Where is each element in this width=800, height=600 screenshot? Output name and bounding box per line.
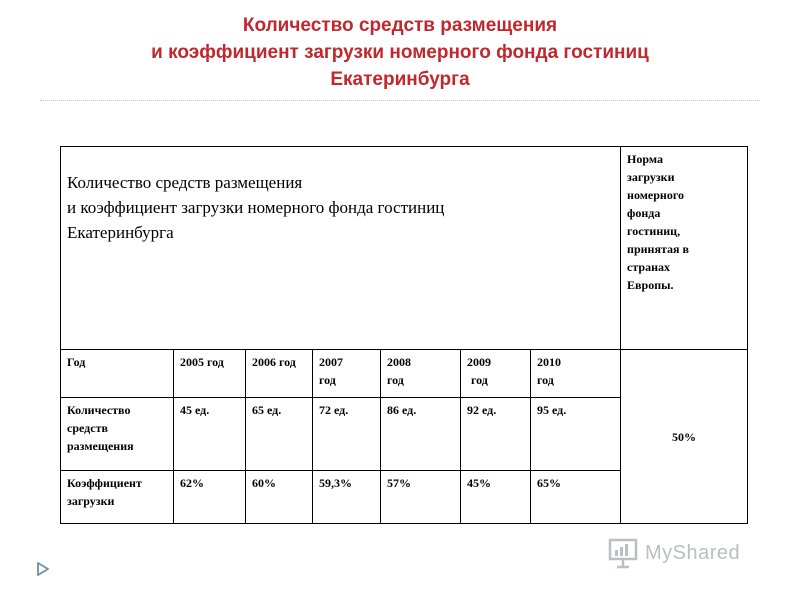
norm-value: 50% [672, 429, 697, 444]
slide-title-line-3: Екатеринбурга [330, 69, 470, 90]
coefficient-value: 59,3% [319, 476, 352, 490]
coefficient-value: 65% [537, 476, 561, 490]
slide-title [40, 12, 760, 93]
year-cell [246, 350, 313, 398]
norm-header-line: гостиниц, [627, 224, 681, 238]
year-label: Год [67, 355, 86, 369]
coefficient-label-cell [61, 471, 174, 524]
table-header-line-1: Количество средств размещения [67, 173, 303, 192]
quantity-value: 92 ед. [467, 403, 497, 417]
coefficient-value: 57% [387, 476, 411, 490]
coefficient-label-line: Коэффициент [67, 476, 142, 490]
watermark [607, 536, 767, 570]
norm-header-line: загрузки [627, 170, 675, 184]
quantity-value: 86 ед. [387, 403, 417, 417]
quantity-cell [381, 398, 461, 471]
watermark-text: MyShared [645, 541, 741, 564]
coefficient-cell [174, 471, 246, 524]
year-text: 2008 [387, 355, 411, 369]
year-suffix: год [537, 373, 554, 387]
coefficient-cell [461, 471, 531, 524]
table-header-line-3: Екатеринбурга [67, 223, 174, 242]
year-cell [461, 350, 531, 398]
norm-header-line: Норма [627, 152, 663, 166]
year-suffix: год [471, 373, 488, 387]
coefficient-cell [246, 471, 313, 524]
slide-title-line-2: и коэффициент загрузки номерного фонда гостиниц [151, 42, 649, 63]
table-header-cell [61, 147, 621, 350]
norm-header-cell [621, 147, 748, 350]
quantity-label-cell [61, 398, 174, 471]
norm-header-line: фонда [627, 206, 661, 220]
slide-title-line-1: Количество средств размещения [242, 15, 558, 36]
coefficient-label-line: загрузки [67, 494, 115, 508]
year-cell [313, 350, 381, 398]
quantity-label-line: Количество [67, 403, 131, 417]
norm-header-line: странах [627, 260, 671, 274]
quantity-cell [313, 398, 381, 471]
year-text: 2006 год [252, 355, 296, 369]
coefficient-value: 62% [180, 476, 204, 490]
quantity-value: 65 ед. [252, 403, 282, 417]
year-text: 2005 год [180, 355, 224, 369]
year-text: 2007 [319, 355, 343, 369]
year-row [61, 350, 748, 398]
presentation-board-icon [607, 537, 639, 569]
coefficient-cell [313, 471, 381, 524]
year-suffix: год [319, 373, 336, 387]
norm-header-line: принятая в [627, 242, 689, 256]
norm-header-line: номерного [627, 188, 684, 202]
norm-header-line: Европы. [627, 278, 674, 292]
coefficient-value: 60% [252, 476, 276, 490]
quantity-label-line: размещения [67, 439, 134, 453]
title-divider [40, 100, 760, 101]
quantity-cell [246, 398, 313, 471]
slide-nav-arrow-icon[interactable] [37, 562, 49, 576]
year-cell [174, 350, 246, 398]
quantity-value: 72 ед. [319, 403, 349, 417]
year-cell [531, 350, 621, 398]
coefficient-cell [381, 471, 461, 524]
quantity-cell [174, 398, 246, 471]
table-header-line-2: и коэффициент загрузки номерного фонда гостиниц [67, 198, 445, 217]
year-text: 2009 [467, 355, 491, 369]
quantity-value: 95 ед. [537, 403, 567, 417]
quantity-value: 45 ед. [180, 403, 210, 417]
year-suffix: год [387, 373, 404, 387]
coefficient-cell [531, 471, 621, 524]
year-label-cell [61, 350, 174, 398]
hotel-statistics-table [60, 146, 748, 524]
coefficient-value: 45% [467, 476, 491, 490]
norm-value-cell [621, 350, 748, 524]
quantity-label-line: средств [67, 421, 108, 435]
year-text: 2010 [537, 355, 561, 369]
quantity-cell [531, 398, 621, 471]
year-cell [381, 350, 461, 398]
quantity-cell [461, 398, 531, 471]
